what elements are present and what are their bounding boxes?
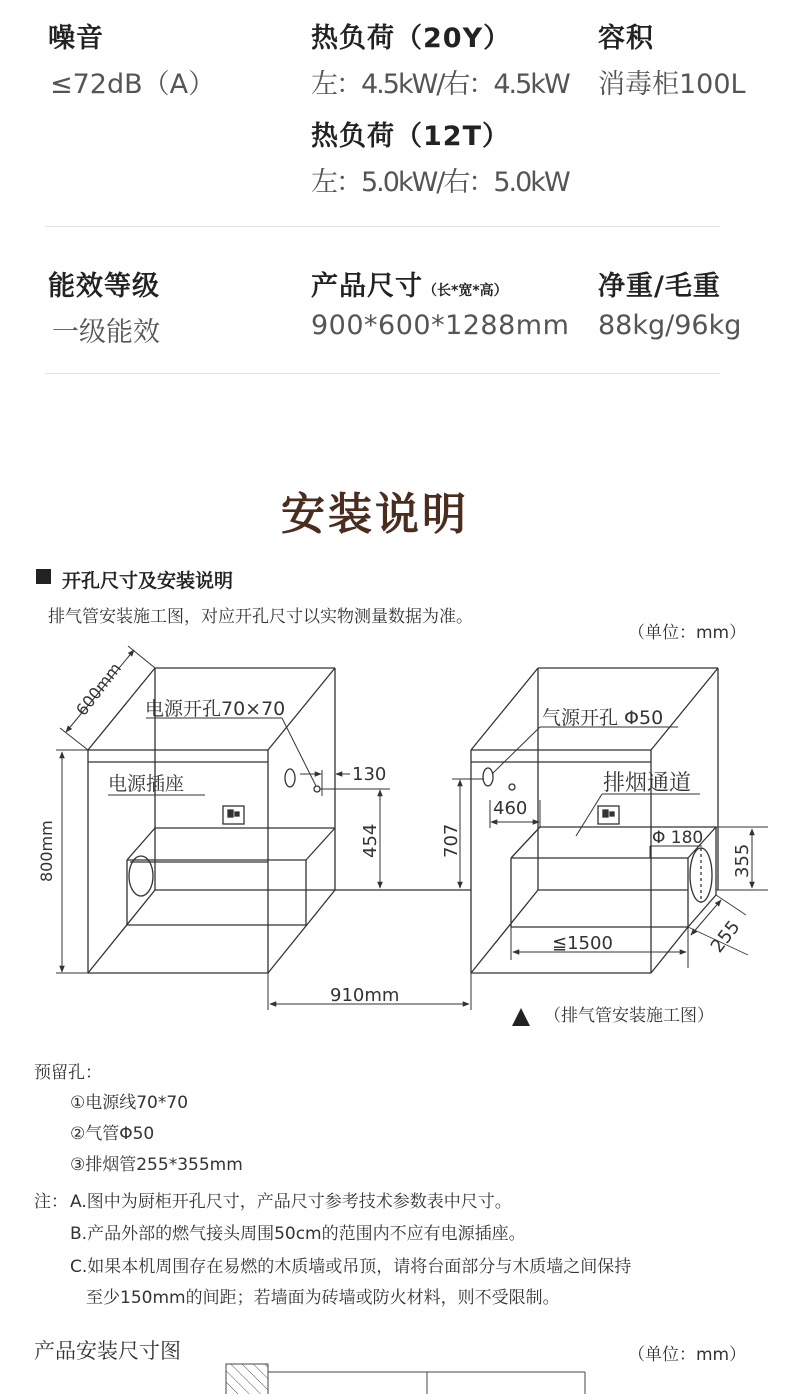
dim-800: 800mm <box>37 820 56 882</box>
square-bullet-icon <box>36 569 51 584</box>
dim-460: 460 <box>493 798 528 819</box>
heat-load-12t-label: 热负荷（12T） <box>311 121 510 152</box>
note-item: A.图中为厨柜开孔尺寸，产品尺寸参考技术参数表中尺寸。 <box>70 1192 512 1212</box>
reserved-title: 预留孔： <box>34 1063 102 1083</box>
exhaust-installation-diagram <box>0 640 790 1040</box>
install-description: 排气管安装施工图，对应开孔尺寸以实物测量数据为准。 <box>48 607 473 627</box>
dim-355: 355 <box>732 843 753 878</box>
reserved-item: ①电源线70*70 <box>70 1093 189 1113</box>
weight-label: 净重/毛重 <box>598 271 721 302</box>
size-label <box>311 264 508 303</box>
divider <box>45 373 720 374</box>
noise-value: ≤72dB（A） <box>50 69 216 100</box>
diagram-caption: （排气管安装施工图） <box>544 1006 714 1026</box>
note-item: 至少150mm的间距；若墙面为砖墙或防火材料，则不受限制。 <box>86 1288 560 1308</box>
heat-load-20y-label: 热负荷（20Y） <box>311 23 512 54</box>
efficiency-label: 能效等级 <box>48 271 160 302</box>
noise-label: 噪音 <box>48 23 104 54</box>
install-subtitle: 开孔尺寸及安装说明 <box>62 570 234 592</box>
power-socket-label: 电源插座 <box>108 773 185 795</box>
dim-454: 454 <box>360 823 381 858</box>
weight-value: 88kg/96kg <box>598 310 742 341</box>
size-label-text: 产品尺寸 <box>311 271 423 302</box>
volume-label: 容积 <box>598 23 654 54</box>
notes-prefix: 注： <box>34 1192 68 1212</box>
triangle-icon <box>512 1008 530 1026</box>
note-item: B.产品外部的燃气接头周围50cm的范围内不应有电源插座。 <box>70 1224 526 1244</box>
dim-180: Φ 180 <box>652 828 704 848</box>
reserved-item: ②气管Φ50 <box>70 1124 155 1144</box>
heat-load-20y-value: 左：4.5kW/右：4.5kW <box>311 69 569 100</box>
power-hole-label: 电源开孔70×70 <box>145 698 286 720</box>
size-diagram-title: 产品安装尺寸图 <box>34 1339 181 1363</box>
size-label-note: （长*宽*高） <box>423 283 508 299</box>
volume-value: 消毒柜100L <box>598 69 746 100</box>
dim-910: 910mm <box>330 985 400 1006</box>
dim-707: 707 <box>441 823 462 858</box>
gas-hole-label: 气源开孔 Φ50 <box>542 707 664 729</box>
dim-255: 255 <box>706 916 745 957</box>
size-value: 900*600*1288mm <box>311 310 570 341</box>
install-title: 安装说明 <box>281 489 469 540</box>
heat-load-12t-value: 左：5.0kW/右：5.0kW <box>311 167 569 198</box>
dim-600: 600mm <box>72 658 126 720</box>
dim-1500: ≦1500 <box>552 933 613 954</box>
unit-label: （单位：mm） <box>628 623 747 643</box>
efficiency-value: 一级能效 <box>52 317 160 348</box>
size-diagram-preview <box>0 1360 790 1394</box>
divider <box>45 226 720 227</box>
reserved-item: ③排烟管255*355mm <box>70 1155 243 1175</box>
size-diagram-unit: （单位：mm） <box>628 1345 747 1365</box>
dim-130: 130 <box>352 764 387 785</box>
exhaust-channel-label: 排烟通道 <box>603 771 692 796</box>
note-item: C.如果本机周围存在易燃的木质墙或吊顶，请将台面部分与木质墙之间保持 <box>70 1257 632 1277</box>
